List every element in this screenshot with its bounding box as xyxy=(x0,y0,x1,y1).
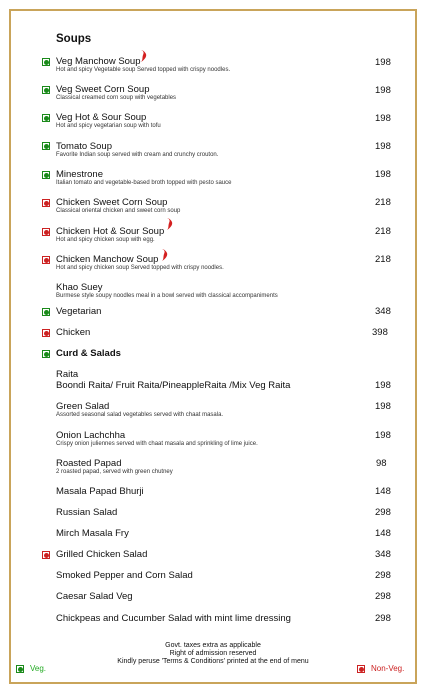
veg-icon xyxy=(42,86,50,94)
nonveg-icon xyxy=(42,228,50,236)
section-title-curd-salads: Curd & Salads xyxy=(56,348,121,359)
item-name: Vegetarian xyxy=(56,306,102,317)
item-price: 348 xyxy=(375,549,391,560)
item-description: Hot and spicy chicken soup Served topped with crispy noodles. xyxy=(56,265,224,271)
veg-icon xyxy=(16,665,24,673)
item-price: 198 xyxy=(375,380,391,391)
item-name: Chickpeas and Cucumber Salad with mint lime dressing xyxy=(56,613,291,624)
item-price: 218 xyxy=(375,197,391,208)
item-price: 198 xyxy=(375,85,391,96)
item-name: Chicken Sweet Corn Soup xyxy=(56,197,168,208)
item-price: 298 xyxy=(375,591,391,602)
item-name: Raita xyxy=(56,369,79,380)
item-price: 218 xyxy=(375,226,391,237)
item-price: 398 xyxy=(372,327,388,338)
item-name: Masala Papad Bhurji xyxy=(56,486,144,497)
footer-terms-note: Kindly peruse 'Terms & Conditions' printed at the end of menu xyxy=(117,658,309,665)
item-name: Tomato Soup xyxy=(56,141,112,152)
item-description: Classical creamed corn soup with vegetables xyxy=(56,95,177,101)
item-description: Hot and spicy chicken soup with egg. xyxy=(56,237,155,243)
item-name: Russian Salad xyxy=(56,507,118,518)
item-name: Caesar Salad Veg xyxy=(56,591,133,602)
menu-border xyxy=(9,9,417,684)
nonveg-icon xyxy=(357,665,365,673)
item-name: Onion Lachchha xyxy=(56,430,126,441)
item-price: 198 xyxy=(375,57,391,68)
item-price: 198 xyxy=(375,169,391,180)
veg-icon xyxy=(42,350,50,358)
legend-nonveg-label: Non-Veg. xyxy=(371,664,405,673)
veg-icon xyxy=(42,171,50,179)
nonveg-icon xyxy=(42,256,50,264)
item-price: 298 xyxy=(375,570,391,581)
chili-icon xyxy=(138,49,148,63)
item-name: Smoked Pepper and Corn Salad xyxy=(56,570,193,581)
item-description: Hot and spicy vegetarian soup with tofu xyxy=(56,123,161,129)
item-description: Favorite Indian soup served with cream and crunchy crouton. xyxy=(56,152,219,158)
veg-icon xyxy=(42,142,50,150)
footer-taxes-note: Govt. taxes extra as applicable xyxy=(165,642,261,649)
item-name: Grilled Chicken Salad xyxy=(56,549,148,560)
item-price: 198 xyxy=(375,401,391,412)
veg-icon xyxy=(42,58,50,66)
chili-icon xyxy=(159,248,169,262)
veg-icon xyxy=(42,308,50,316)
nonveg-icon xyxy=(42,199,50,207)
chili-icon xyxy=(164,217,174,231)
item-description: Classical oriental chicken and sweet corn soup xyxy=(56,208,181,214)
item-name: Chicken xyxy=(56,327,91,338)
item-description: Hot and spicy Vegetable soup Served topped with crispy noodles. xyxy=(56,67,231,73)
item-description: Burmese style soupy noodles meal in a bowl served with classical accompaniments xyxy=(56,293,278,299)
item-name: Boondi Raita/ Fruit Raita/PineappleRaita /Mix Veg Raita xyxy=(56,380,291,391)
item-price: 348 xyxy=(375,306,391,317)
item-price: 198 xyxy=(375,113,391,124)
item-name: Minestrone xyxy=(56,169,103,180)
item-name: Roasted Papad xyxy=(56,458,122,469)
item-name: Khao Suey xyxy=(56,282,103,293)
nonveg-icon xyxy=(42,551,50,559)
section-title-soups: Soups xyxy=(56,33,92,45)
item-description: Assorted seasonal salad vegetables served with chaat masala. xyxy=(56,412,224,418)
item-price: 298 xyxy=(375,613,391,624)
item-price: 218 xyxy=(375,254,391,265)
item-price: 198 xyxy=(375,141,391,152)
item-name: Chicken Hot & Sour Soup xyxy=(56,226,165,237)
item-description: Italian tomato and vegetable-based broth topped with pesto sauce xyxy=(56,180,232,186)
item-name: Green Salad xyxy=(56,401,110,412)
item-price: 298 xyxy=(375,507,391,518)
item-price: 148 xyxy=(375,486,391,497)
item-name: Veg Hot & Sour Soup xyxy=(56,112,147,123)
item-name: Veg Manchow Soup xyxy=(56,56,141,67)
legend-veg-label: Veg. xyxy=(30,664,47,673)
footer-admission-note: Right of admission reserved xyxy=(169,650,257,657)
item-name: Veg Sweet Corn Soup xyxy=(56,84,150,95)
item-price: 198 xyxy=(375,430,391,441)
nonveg-icon xyxy=(42,329,50,337)
item-description: Crispy onion juliennes served with chaat masala and sprinkling of lime juice. xyxy=(56,441,258,447)
item-name: Mirch Masala Fry xyxy=(56,528,129,539)
item-price: 148 xyxy=(375,528,391,539)
item-price: 98 xyxy=(376,458,387,469)
item-description: 2 roasted papad, served with green chutney xyxy=(56,469,173,475)
item-name: Chicken Manchow Soup xyxy=(56,254,159,265)
veg-icon xyxy=(42,114,50,122)
